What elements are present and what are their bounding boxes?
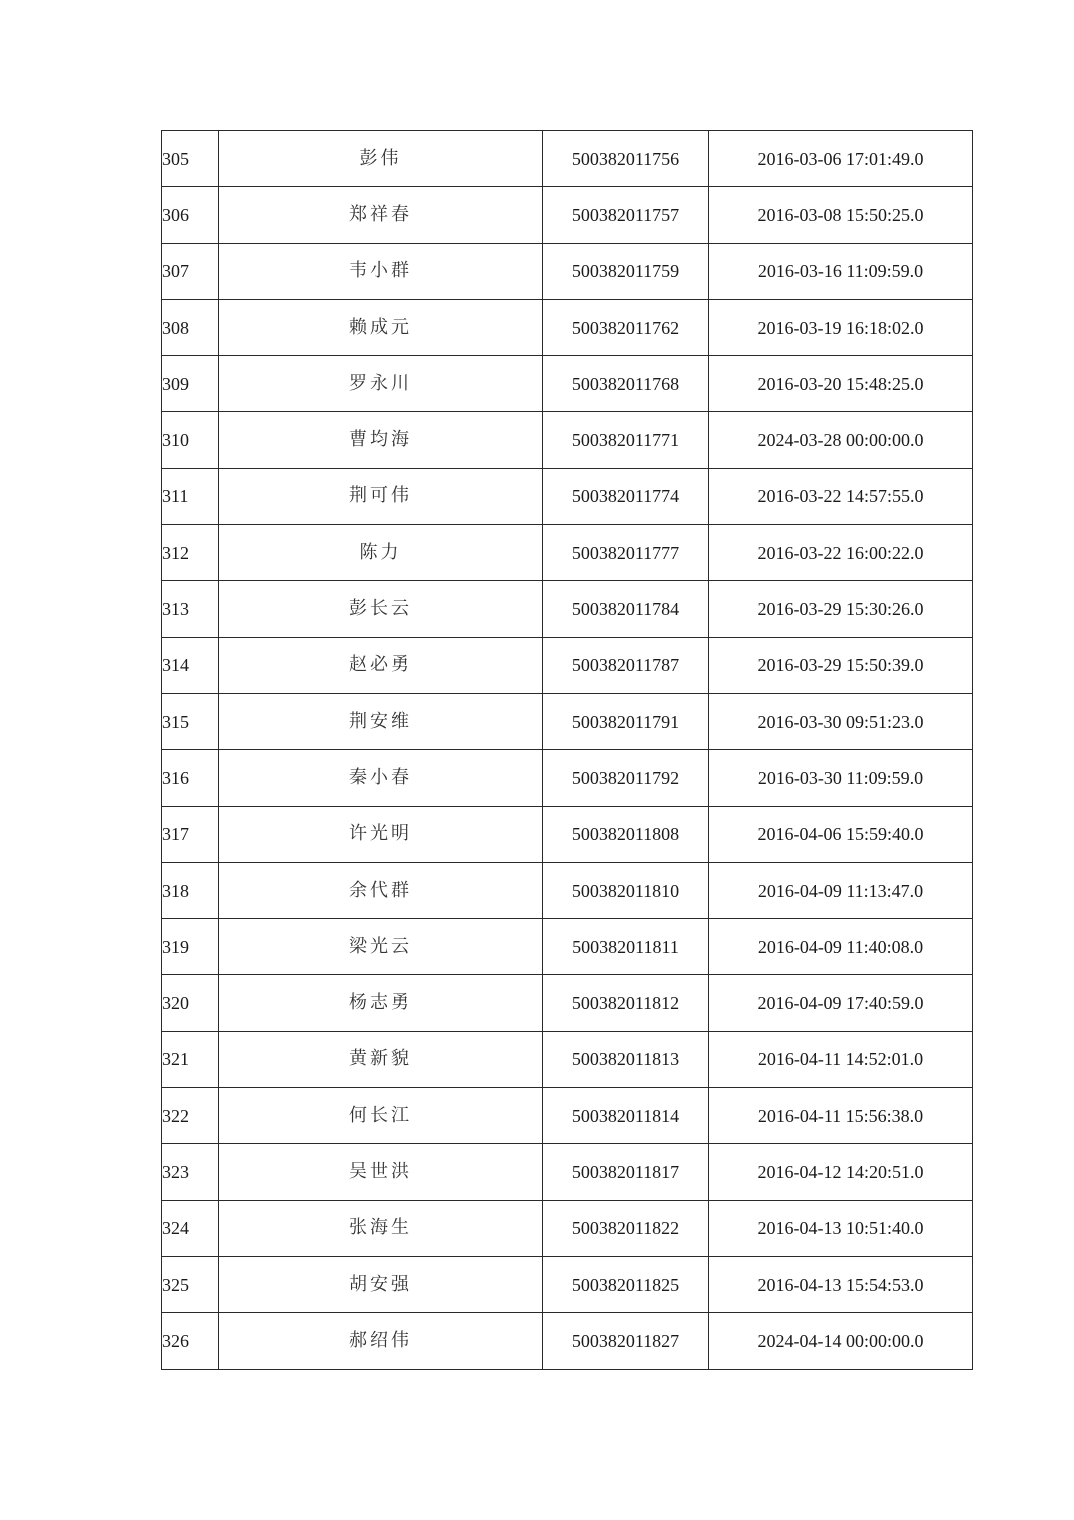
row-index: 318 [162,862,219,918]
row-name: 彭伟 [219,131,543,187]
table-row [162,750,973,806]
row-index: 325 [162,1256,219,1312]
row-index: 321 [162,1031,219,1087]
row-time: 2016-03-08 15:50:25.0 [709,187,973,243]
row-index: 315 [162,693,219,749]
row-code: 500382011774 [543,468,709,524]
row-index: 324 [162,1200,219,1256]
row-code: 500382011771 [543,412,709,468]
row-index: 319 [162,919,219,975]
row-code: 500382011808 [543,806,709,862]
row-time: 2016-04-09 11:13:47.0 [709,862,973,918]
row-time: 2016-04-13 15:54:53.0 [709,1256,973,1312]
row-time: 2016-03-22 14:57:55.0 [709,468,973,524]
row-name: 杨志勇 [219,975,543,1031]
records-table [161,130,973,1370]
row-code: 500382011768 [543,356,709,412]
row-time: 2016-03-22 16:00:22.0 [709,525,973,581]
table-row [162,637,973,693]
table-row [162,131,973,187]
row-name: 曹均海 [219,412,543,468]
row-time: 2016-03-30 11:09:59.0 [709,750,973,806]
records-table-body [162,131,973,1370]
row-index: 323 [162,1144,219,1200]
table-row [162,525,973,581]
row-index: 314 [162,637,219,693]
row-name: 罗永川 [219,356,543,412]
row-name: 郝绍伟 [219,1313,543,1369]
row-time: 2016-03-06 17:01:49.0 [709,131,973,187]
table-row [162,919,973,975]
row-code: 500382011784 [543,581,709,637]
row-name: 何长江 [219,1088,543,1144]
row-name: 荆安维 [219,693,543,749]
row-name: 韦小群 [219,243,543,299]
table-row [162,1256,973,1312]
row-name: 赖成元 [219,299,543,355]
row-time: 2016-04-09 11:40:08.0 [709,919,973,975]
row-name: 吴世洪 [219,1144,543,1200]
table-row [162,806,973,862]
row-index: 306 [162,187,219,243]
row-code: 500382011812 [543,975,709,1031]
row-code: 500382011822 [543,1200,709,1256]
row-index: 309 [162,356,219,412]
table-row [162,581,973,637]
row-time: 2016-03-19 16:18:02.0 [709,299,973,355]
row-name: 许光明 [219,806,543,862]
row-index: 313 [162,581,219,637]
row-name: 张海生 [219,1200,543,1256]
row-code: 500382011810 [543,862,709,918]
row-time: 2016-04-11 14:52:01.0 [709,1031,973,1087]
row-index: 310 [162,412,219,468]
table-row [162,693,973,749]
row-index: 317 [162,806,219,862]
row-time: 2016-03-29 15:30:26.0 [709,581,973,637]
row-time: 2016-03-29 15:50:39.0 [709,637,973,693]
row-code: 500382011777 [543,525,709,581]
table-row [162,468,973,524]
row-code: 500382011762 [543,299,709,355]
row-code: 500382011792 [543,750,709,806]
row-name: 荆可伟 [219,468,543,524]
row-name: 梁光云 [219,919,543,975]
row-name: 郑祥春 [219,187,543,243]
row-index: 311 [162,468,219,524]
table-row [162,187,973,243]
table-row [162,1031,973,1087]
row-name: 秦小春 [219,750,543,806]
table-row [162,356,973,412]
table-row [162,975,973,1031]
row-code: 500382011759 [543,243,709,299]
row-time: 2016-04-06 15:59:40.0 [709,806,973,862]
row-time: 2016-03-16 11:09:59.0 [709,243,973,299]
row-code: 500382011814 [543,1088,709,1144]
row-name: 胡安强 [219,1256,543,1312]
row-time: 2016-04-12 14:20:51.0 [709,1144,973,1200]
row-index: 312 [162,525,219,581]
row-name: 彭长云 [219,581,543,637]
row-name: 黄新貌 [219,1031,543,1087]
row-index: 320 [162,975,219,1031]
row-index: 308 [162,299,219,355]
row-code: 500382011817 [543,1144,709,1200]
row-name: 陈力 [219,525,543,581]
row-code: 500382011825 [543,1256,709,1312]
table-row [162,243,973,299]
table-row [162,862,973,918]
row-time: 2016-04-13 10:51:40.0 [709,1200,973,1256]
row-code: 500382011813 [543,1031,709,1087]
row-name: 赵必勇 [219,637,543,693]
row-index: 322 [162,1088,219,1144]
table-row [162,1200,973,1256]
table-row [162,1313,973,1369]
table-row [162,1088,973,1144]
row-code: 500382011756 [543,131,709,187]
row-time: 2016-03-30 09:51:23.0 [709,693,973,749]
table-row [162,1144,973,1200]
row-time: 2024-03-28 00:00:00.0 [709,412,973,468]
row-time: 2016-03-20 15:48:25.0 [709,356,973,412]
row-index: 307 [162,243,219,299]
row-index: 326 [162,1313,219,1369]
row-time: 2016-04-11 15:56:38.0 [709,1088,973,1144]
row-code: 500382011787 [543,637,709,693]
row-name: 余代群 [219,862,543,918]
row-code: 500382011827 [543,1313,709,1369]
row-time: 2016-04-09 17:40:59.0 [709,975,973,1031]
row-time: 2024-04-14 00:00:00.0 [709,1313,973,1369]
row-code: 500382011811 [543,919,709,975]
table-row [162,412,973,468]
row-index: 316 [162,750,219,806]
row-code: 500382011791 [543,693,709,749]
table-row [162,299,973,355]
row-code: 500382011757 [543,187,709,243]
row-index: 305 [162,131,219,187]
